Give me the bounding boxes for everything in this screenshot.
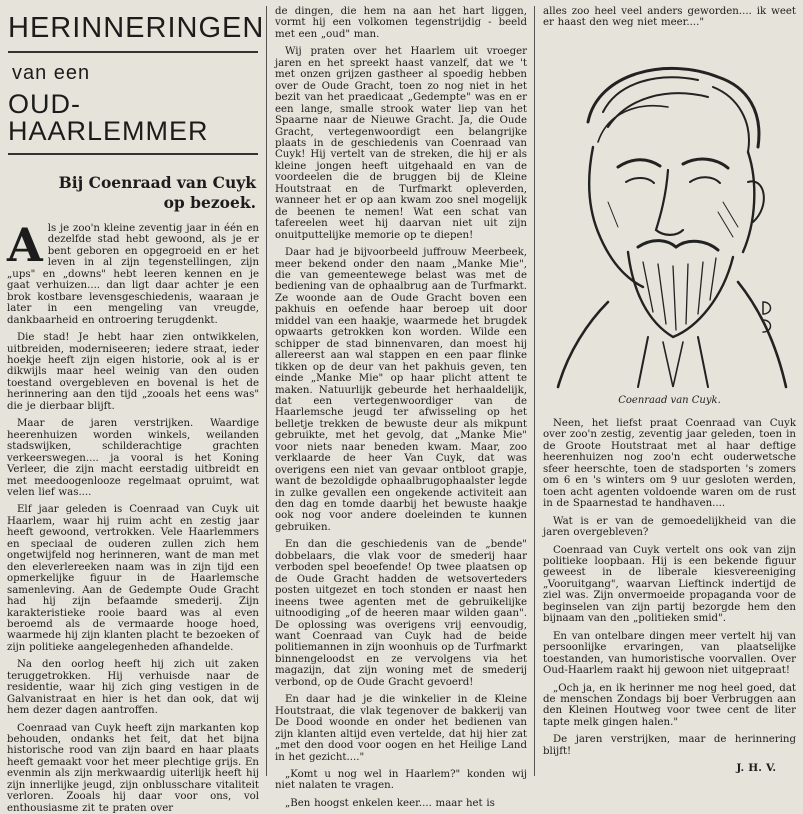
column-1 [2, 0, 265, 814]
headline-rule [8, 153, 258, 155]
paragraph: „Ben hoogst enkelen keer.... maar het is [285, 797, 495, 809]
drop-cap: A [7, 218, 43, 272]
article-body-col3-top [543, 6, 796, 29]
intro-paragraph [7, 218, 259, 326]
article-body-col1 [7, 218, 259, 814]
paragraph: Maar de jaren verstrijken. Waardige heerenhuizen worden winkels, weilanden stadswijken, schilderachtige grachten verkeerswegen.... ja vooral is het Koning Verleer, die zijn macht eerstadig uitbreidt en met meedoogenlooze regelmaat opruimt, wat velen lief was.... [7, 418, 259, 498]
paragraph: Elf jaar geleden is Coenraad van Cuyk uit Haarlem, waar hij ruim acht en zestig jaar heeft gewoond, vertrokken. Vele Haarlemmers en speciaal de ouderen zullen zich hem ongetwijfeld nog herinneren, want de man met den eleverlereeken naam was in zijn tijd een opmerkelijke figuur in de Haarlemsche samenleving. Aan de Gedempte Oude Gracht had hij zijn befaamde smederij. Zijn karakteristieke rooie baard was al even beroemd als de vermaarde hooge hoed, waarmede hij zijn klanten placht te bezoeken of zijn politieke aangelegenheden afhandelde. [7, 504, 259, 653]
paragraph: alles zoo heel veel anders geworden.... ik weet er haast den weg niet meer...." [543, 6, 796, 29]
paragraph: De jaren verstrijken, maar de herinnering blijft! [543, 734, 796, 757]
paragraph: Na den oorlog heeft hij zich uit zaken teruggetrokken. Hij verhuisde naar de residentie, waar hij zich ging vestigen in de Galvanistraat en hier is het dan ook, dat wij hem dezer dagen aantroffen. [7, 659, 259, 717]
paragraph: Wat is er van de gemoedelijkheid van die jaren overgebleven? [543, 515, 796, 539]
subtitle: Bij Coenraad van Cuyk op bezoek. [58, 173, 256, 212]
paragraph: En daar had je die winkelier in de Kleine Houtstraat, die vlak tegenover de bakkerij van De Dood woonde en onder het bedienen van zijn klanten altijd even vertelde, dat hij hier zat „met den dood voor oogen en het Heilige Land in het gezicht...." [275, 694, 527, 763]
headline-line-1: HERINNERINGEN [8, 12, 265, 44]
paragraph: Coenraad van Cuyk heeft zijn markanten kop behouden, ondanks het feit, dat het bijna historische rood van zijn baard en haar plaats heeft gemaakt voor het meer plechtige grijs. En evenmin als zijn merkwaardig uiterlijk heeft hij zijn innerlijke jeugd, zijn onblusschare vitaliteit verloren. Zooals hij daar voor ons, vol enthousiasme zit te praten over [7, 722, 259, 814]
paragraph: Daar had je bijvoorbeeld juffrouw Meerbeek, meer bekend onder den naam „Manke Mie", die van gemeentewege belast was met de bediening van de ophaalbrug aan de Turfmarkt. Ze woonde aan de Oude Gracht boven een pakhuis en oefende haar beroep uit door middel van een haakje, waarmede het brugdek opwaarts getrokken kon worden. Wilde een schipper de stad binnenvaren, dan moest hij allereerst aan wal stappen en een paar flinke tikken op de deur van het pakhuis geven, ten einde „Manke Mie" op haar plicht attent te maken. Natuurlijk gebeurde het herhaaldelijk, dat een vertegenwoordiger van de Haarlemsche jeugd ter afwisseling op het belletje trekken de bewuste deur als mikpunt gebruikte, met het gevolg, dat „Manke Mie" voor niets naar beneden kwam. Maar, zoo verklaarde de heer Van Cuyk, dat was overigens een niet van gevaar ontbloot grapje, want de bezoldigde ophaalbrugophaalster legde in zulke gevallen een ongekende activiteit aan den dag en tomde daarbij het bewuste haakje ook nog voor andere doeleinden te kunnen gebruiken. [275, 247, 527, 533]
portrait-illustration [548, 52, 793, 390]
paragraph: En dan die geschiedenis van de „bende" dobbelaars, die vlak voor de smederij haar verboden spel beoefende! Op twee plaatsen op de Oude Gracht hadden de wetsoverteders posten uitgezet en toch stonden er naast hen ineens twee agenten met de gebruikelijke uitnoodiging „of de heeren maar wilden gaan". De oplossing was overigens vrij eenvoudig, want Coenraad van Cuyk had de beide politiemannen in zijn woonhuis op de Turfmarkt binnengeloodst en ze vervolgens via het magazijn, dat zijn woning met de smederij verbond, op de Oude Gracht gevoerd! [275, 539, 527, 688]
paragraph: Die stad! Je hebt haar zien ontwikkelen, uitbreiden, moderniseeren; iedere straat, ieder hoekje heeft zijn eigen historie, ook al is er dikwijls maar heel weinig van den ouden toestand overgebleven en bovenal is het de herinnering aan den tijd „zooals het eens was" die je dierbaar blijft. [7, 332, 259, 412]
portrait-caption: Coenraad van Cuyk. [618, 395, 721, 406]
headline-line-2: van een [12, 62, 91, 84]
paragraph: „Komt u nog wel in Haarlem?" konden wij niet nalaten te vragen. [275, 769, 527, 792]
intro-text: ls je zoo'n kleine zeventig jaar in één en dezelfde stad hebt gewoond, als je er bent geboren en opgegroeid en er het leven in al zijn tegenstellingen, zijn „ups" en „downs" hebt leeren kennen en je gaat verhuizen.... dan ligt daar achter je een brok kostbare levensgeschiedenis, waaraan je later in een mengeling van vreugde, dankbaarheid en ontroering terugdenkt. [7, 223, 259, 326]
column-rule [534, 6, 535, 776]
paragraph: Wij praten over het Haarlem uit vroeger jaren en het spreekt haast vanzelf, dat we 't met onzen grijzen gastheer al spoedig hebben over de Oude Gracht, toen zo nog niet in het bezit van het praedicaat „Gedempte" was en er een lange, smalle strook water liep van het Spaarne naar de Nieuwe Gracht. Ja, die Oude Gracht, vertegenwoordigt een belangrijke plaats in de geschiedenis van Coenraad van Cuyk! Hij vertelt van de streken, die hij er als kleine jongen heeft uitgehaald en van de voordeelen die de bruggen bij de Kleine Houtstraat en de Turfmarkt opleverden, wanneer het er op aan kwam zoo snel mogelijk de beenen te nemen! Wat een schat van tafereelen weet hij daarvan niet uit zijn onuitputtelijke memorie op te diepen! [275, 46, 527, 241]
column-2 [270, 0, 532, 809]
author-signature: J. H. V. [736, 762, 776, 775]
column-3 [538, 0, 801, 782]
paragraph: Neen, het liefst praat Coenraad van Cuyk over zoo'n zestig, zeventig jaar geleden, toen in de Groote Houtstraat met al haar deftige heerenhuizen nog zoo'n echt ouderwetsche sfeer heerschte, toen de stadsporten 's zomers om 6 en 's winters om 9 uur gesloten werden, toen acht agenten voldoende waren om de rust in de Spaarnestad te handhaven.... [543, 418, 796, 510]
column-rule [266, 6, 267, 776]
paragraph: de dingen, die hem na aan het hart liggen, vormt hij een volkomen tegenstrijdig - beeld met een „oud" man. [275, 6, 527, 40]
article-body-col3 [543, 418, 796, 775]
paragraph: Coenraad van Cuyk vertelt ons ook van zijn politieke loopbaan. Hij is een bekende figuur geweest in de liberale kiesvereeniging „Vooruitgang", waarvan Lieftinck indertijd de ziel was. Zijn onvermoeide propaganda voor de beginselen van zijn partij bezorgde hem den bijnaam van den „politieken smid". [543, 544, 796, 625]
article-body-col2 [275, 6, 527, 809]
paragraph: En van ontelbare dingen meer vertelt hij van persoonlijke ervaringen, van plaatselijke toestanden, van humoristische voorvallen. Over Oud-Haarlem raakt hij gewoon niet uitgepraat! [543, 630, 796, 677]
paragraph: „Och ja, en ik herinner me nog heel goed, dat de menschen Zondags bij boer Verbruggen aan den Kleinen Houtweg voor twee cent de liter tapte melk gingen halen." [543, 682, 796, 728]
headline-line-3: OUD-HAARLEMMER [8, 89, 209, 146]
